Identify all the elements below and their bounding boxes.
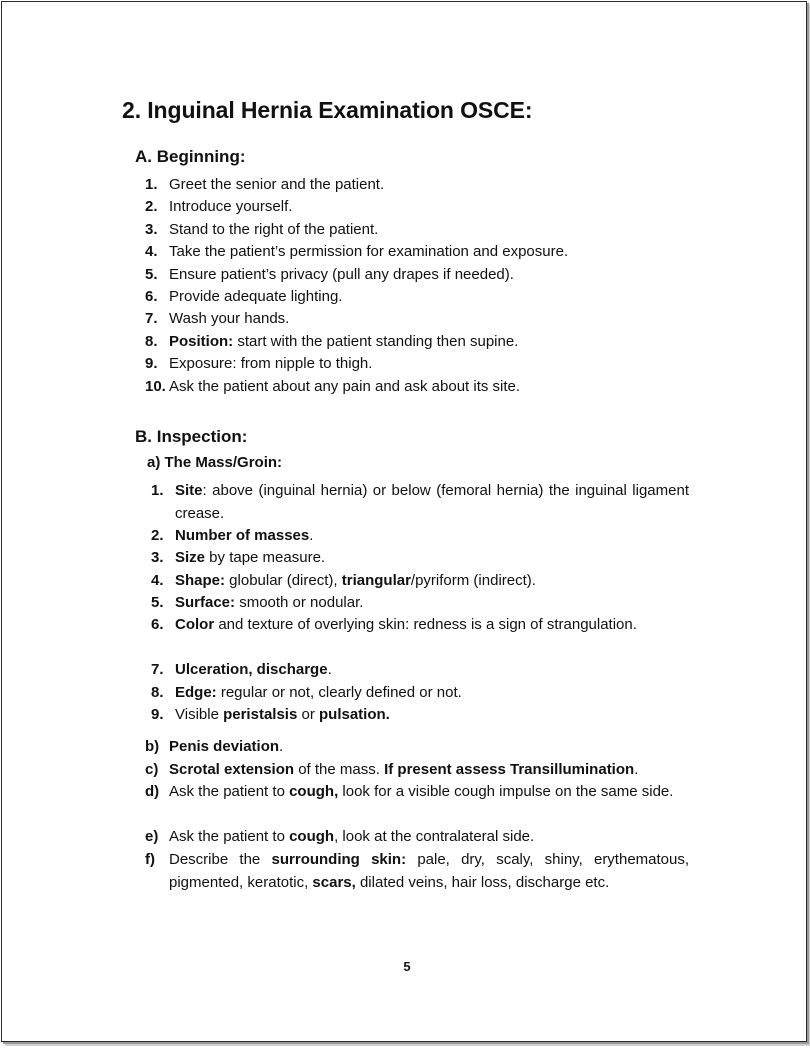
item-text: [169, 196, 292, 219]
item-text: [169, 174, 384, 197]
bold-phrase: Site: [175, 482, 203, 499]
text-phrase: Wash your hands.: [169, 310, 290, 328]
bold-phrase: pulsation.: [319, 706, 390, 723]
item-text: [175, 547, 689, 570]
text-phrase: dilated veins, hair loss, discharge etc.: [355, 873, 610, 891]
item-number: 8.: [145, 332, 158, 350]
item-number: c): [145, 760, 159, 778]
text-phrase: Provide adequate lighting.: [169, 288, 343, 305]
item-number: 6.: [151, 616, 164, 634]
bold-phrase: peristalsis: [223, 706, 298, 723]
item-number: 8.: [151, 683, 164, 701]
item-text: [169, 826, 689, 849]
bold-phrase: Scrotal extension: [169, 760, 295, 778]
bold-phrase: Number of masses: [175, 526, 310, 544]
item-text: [169, 241, 568, 264]
item-number: 2.: [151, 526, 164, 544]
text-phrase: Exposure: from nipple to thigh.: [169, 355, 373, 373]
text-phrase: Describe the: [169, 851, 272, 868]
text-phrase: Visible: [175, 706, 224, 723]
text-phrase: of the mass.: [294, 760, 385, 778]
item-text: [169, 308, 289, 331]
text-phrase: regular or not, clearly defined or not.: [216, 683, 462, 701]
text-phrase: or: [297, 706, 319, 723]
item-number: 3.: [145, 220, 158, 238]
text-phrase: Ensure patient’s privacy (pull any drapes if needed).: [169, 265, 514, 283]
bold-phrase: Shape:: [175, 571, 226, 589]
item-number: 4.: [145, 243, 158, 261]
text-phrase: by tape measure.: [205, 549, 326, 567]
item-text: [169, 781, 689, 804]
item-text: [169, 331, 518, 354]
item-text: [175, 525, 689, 548]
text-phrase: .: [309, 526, 314, 544]
bold-phrase: Penis deviation: [169, 738, 280, 755]
item-text: [169, 353, 372, 376]
item-number: 9.: [145, 355, 158, 373]
item-number: 10.: [145, 377, 166, 395]
item-text: [169, 286, 342, 309]
text-phrase: Ask the patient to: [169, 783, 290, 801]
item-text: [175, 659, 689, 682]
item-number: 3.: [151, 549, 164, 567]
page-title: 2. Inguinal Hernia Examination OSCE:: [122, 97, 533, 123]
text-phrase: .: [279, 738, 284, 755]
bold-phrase: Position:: [169, 332, 234, 350]
item-text: [175, 614, 689, 637]
bold-phrase: scars,: [312, 873, 356, 891]
bold-phrase: Color: [175, 616, 215, 634]
page-number: 5: [403, 959, 411, 974]
text-phrase: look for a visible cough impulse on the same side.: [338, 783, 674, 801]
item-number: b): [145, 738, 160, 755]
bold-phrase: triangular: [341, 571, 411, 589]
text-phrase: Take the patient’s permission for examination and exposure.: [169, 243, 569, 261]
item-text: [175, 704, 689, 727]
section-b-heading: B. Inspection:: [135, 427, 248, 446]
item-number: e): [145, 828, 159, 846]
text-phrase: Ask the patient to: [169, 828, 290, 846]
item-number: 5.: [145, 265, 158, 283]
text-phrase: start with the patient standing then supine.: [233, 332, 519, 350]
item-number: 9.: [151, 706, 164, 723]
bold-phrase: cough: [289, 828, 335, 846]
text-phrase: Stand to the right of the patient.: [169, 220, 379, 238]
section-a-heading: A. Beginning:: [135, 147, 246, 166]
text-phrase: : above (inguinal hernia) or below (femoral hernia) the inguinal ligament crease.: [175, 482, 689, 522]
item-text: [169, 264, 514, 287]
text-phrase: /pyriform (indirect).: [410, 571, 536, 589]
item-text: [169, 849, 689, 894]
item-number: 7.: [145, 310, 158, 328]
bold-phrase: Surface:: [175, 594, 236, 611]
item-text: [175, 592, 689, 615]
text-phrase: .: [634, 760, 639, 778]
item-text: [169, 376, 520, 399]
item-number: d): [145, 783, 160, 801]
item-number: 4.: [151, 571, 164, 589]
item-number: 2.: [145, 198, 158, 216]
item-text: [175, 570, 689, 593]
item-number: 1.: [151, 482, 164, 499]
text-phrase: and texture of overlying skin: redness is a sign of strangulation.: [214, 616, 637, 634]
item-number: 6.: [145, 288, 158, 305]
item-number: 1.: [145, 176, 158, 193]
text-phrase: globular (direct),: [225, 571, 342, 589]
text-phrase: , look at the contralateral side.: [334, 828, 535, 846]
mass-groin-subheading: a) The Mass/Groin:: [147, 454, 283, 471]
item-text: [175, 682, 689, 705]
text-phrase: Greet the senior and the patient.: [169, 176, 385, 193]
bold-phrase: If present assess Transillumination: [384, 760, 635, 778]
bold-phrase: cough,: [289, 783, 339, 801]
item-text: [175, 480, 689, 525]
item-number: f): [145, 851, 155, 868]
item-number: 7.: [151, 661, 164, 679]
item-number: 5.: [151, 594, 164, 611]
text-phrase: Introduce yourself.: [169, 198, 293, 216]
text-phrase: .: [327, 661, 332, 679]
bold-phrase: Ulceration, discharge: [175, 661, 328, 679]
item-text: [169, 219, 378, 242]
item-text: [169, 759, 689, 782]
document-page: [1, 1, 807, 1042]
bold-phrase: Edge:: [175, 683, 217, 701]
text-phrase: Ask the patient about any pain and ask about its site.: [169, 377, 521, 395]
bold-phrase: Size: [175, 549, 206, 567]
item-text: [169, 736, 689, 759]
text-phrase: smooth or nodular.: [235, 594, 364, 611]
bold-phrase: surrounding skin:: [271, 851, 407, 868]
text-phrase: pale, dry, scaly, shiny, erythematous, pigmented, keratotic,: [169, 851, 690, 891]
